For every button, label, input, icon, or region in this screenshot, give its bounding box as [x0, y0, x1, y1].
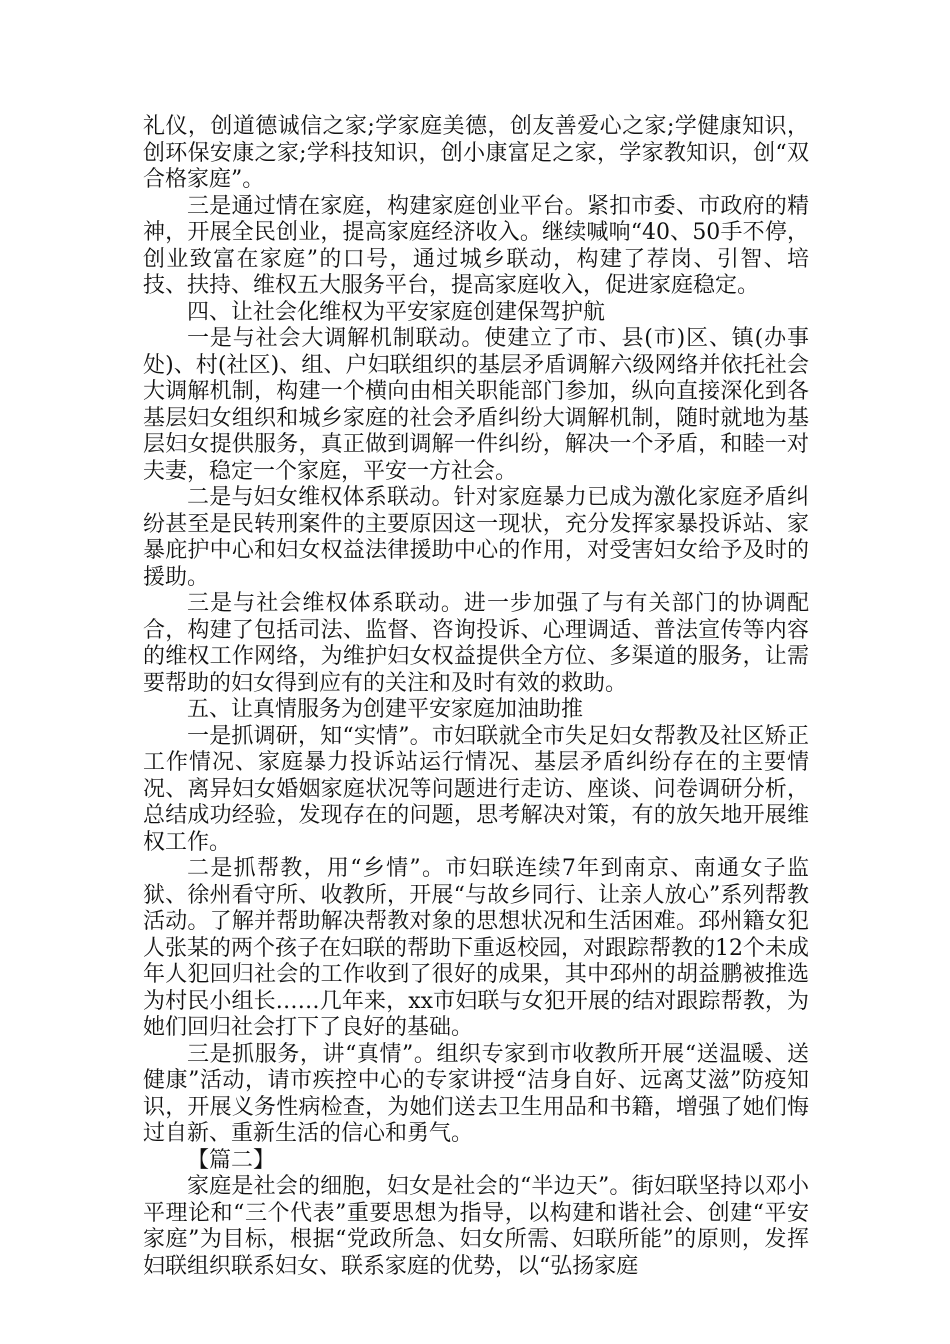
document-body	[143, 114, 809, 1280]
paragraph-12: 家庭是社会的细胞，妇女是社会的“半边天”。街妇联坚持以邓小平理论和“三个代表”重要思想为指导，以构建和谐社会、创建“平安家庭”为目标，根据“党政所急、妇女所需、妇联所能”的原则，发挥妇联组织联系妇女、联系家庭的优势，以“弘扬家庭	[143, 1174, 809, 1279]
section-heading-5: 五、让真情服务为创建平安家庭加油助推	[187, 697, 584, 722]
part-heading-2: 【篇二】	[187, 1147, 276, 1173]
paragraph-8: 一是抓调研，知“实情”。市妇联就全市失足妇女帮教及社区矫正工作情况、家庭暴力投诉站运行情况、基层矛盾纠纷存在的主要情况、离异妇女婚姻家庭状况等问题进行走访、座谈、问卷调研分析，总结成功经验，发现存在的问题，思考解决对策，有的放矢地开展维权工作。	[143, 723, 809, 855]
section-heading-4: 四、让社会化维权为平安家庭创建保驾护航	[187, 299, 606, 325]
paragraph-9: 二是抓帮教，用“乡情”。市妇联连续7年到南京、南通女子监狱、徐州看守所、收教所，开展“与故乡同行、让亲人放心”系列帮教活动。了解并帮助解决帮教对象的思想状况和生活困难。邳州籍女犯人张某的两个孩子在妇联的帮助下重返校园，对跟踪帮教的12个未成年人犯回归社会的工作收到了很好的成果，其中邳州的胡益鹏被推选为村民小组长……几年来，xx市妇联与女犯开展的结对跟踪帮教，为她们回归社会打下了良好的基础。	[143, 856, 809, 1040]
paragraph-10: 三是抓服务，讲“真情”。组织专家到市收教所开展“送温暖、送健康”活动，请市疾控中心的专家讲授“洁身自好、远离艾滋”防疫知识，开展义务性病检查，为她们送去卫生用品和书籍，增强了她们悔过自新、重新生活的信心和勇气。	[143, 1041, 809, 1146]
paragraph-2: 三是通过情在家庭，构建家庭创业平台。紧扣市委、市政府的精神，开展全民创业，提高家庭经济收入。继续喊响“40、50手不停，创业致富在家庭”的口号，通过城乡联动，构建了荐岗、引智、培技、扶持、维权五大服务平台，提高家庭收入，促进家庭稳定。	[143, 193, 809, 298]
paragraph-4: 一是与社会大调解机制联动。使建立了市、县(市)区、镇(办事处)、村(社区)、组、户妇联组织的基层矛盾调解六级网络并依托社会大调解机制，构建一个横向由相关职能部门参加，纵向直接深化到各基层妇女组织和城乡家庭的社会矛盾纠纷大调解机制，随时就地为基层妇女提供服务，真正做到调解一件纠纷，解决一个矛盾，和睦一对夫妻，稳定一个家庭，平安一方社会。	[143, 326, 809, 484]
paragraph-5: 二是与妇女维权体系联动。针对家庭暴力已成为激化家庭矛盾纠纷甚至是民转刑案件的主要原因这一现状，充分发挥家暴投诉站、家暴庇护中心和妇女权益法律援助中心的作用，对受害妇女给予及时的援助。	[143, 485, 809, 590]
paragraph-6: 三是与社会维权体系联动。进一步加强了与有关部门的协调配合，构建了包括司法、监督、咨询投诉、心理调适、普法宣传等内容的维权工作网络，为维护妇女权益提供全方位、多渠道的服务，让需要帮助的妇女得到应有的关注和及时有效的救助。	[143, 591, 809, 696]
paragraph-1: 礼仪，创道德诚信之家;学家庭美德，创友善爱心之家;学健康知识，创环保安康之家;学科技知识，创小康富足之家，学家教知识，创“双合格家庭”。	[143, 114, 809, 192]
